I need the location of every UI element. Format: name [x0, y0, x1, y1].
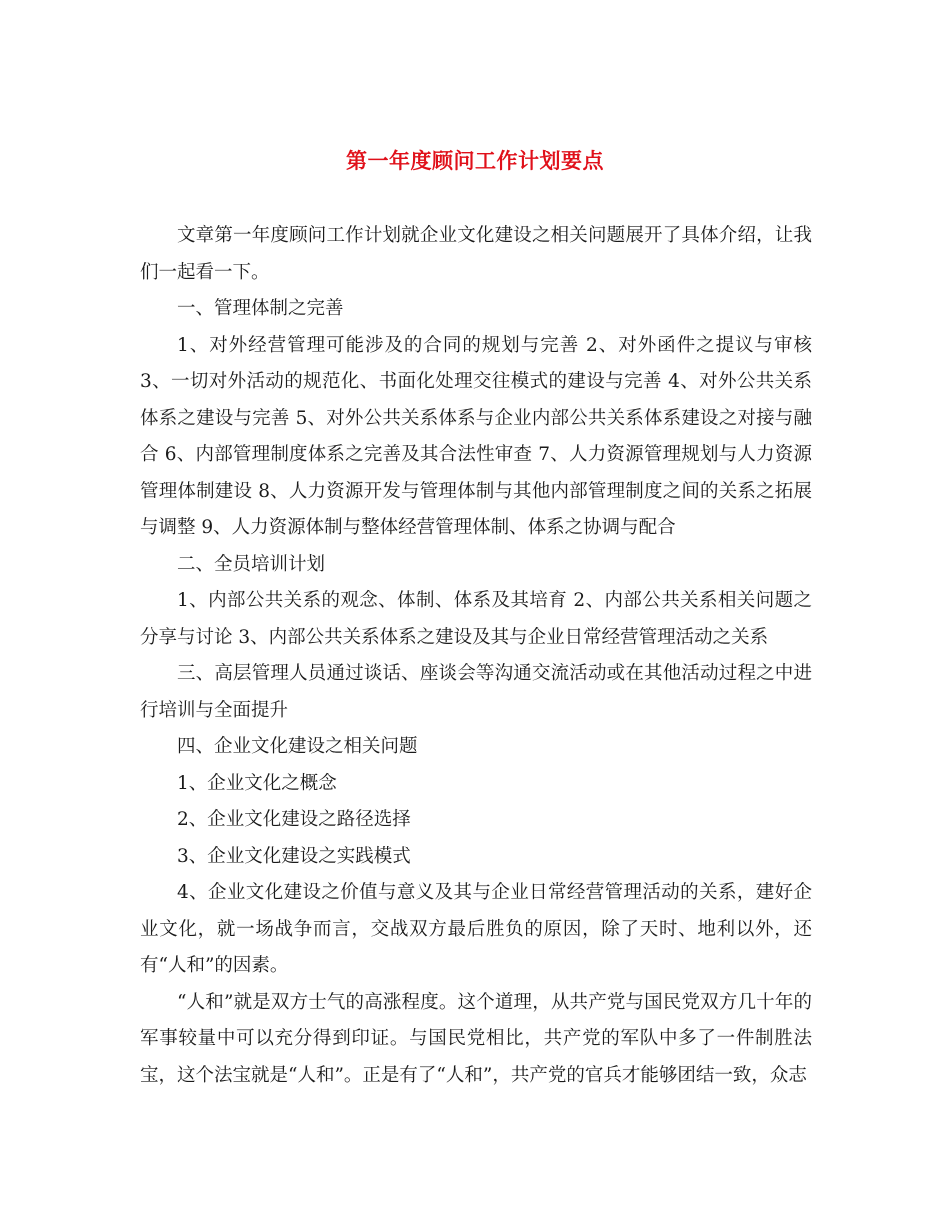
culture-item-4: 4、企业文化建设之价值与意义及其与企业日常经营管理活动的关系，建好企业文化，就一场战争而言，交战双方最后胜负的原因，除了天时、地利以外，还有“人和”的因素。 — [140, 882, 812, 976]
section-heading-management: 一、管理体制之完善 — [177, 298, 344, 319]
training-items-paragraph: 1、内部公共关系的观念、体制、体系及其培育 2、内部公共关系相关问题之分享与讨论 3、内部公共关系体系之建设及其与企业日常经营管理活动之关系 — [140, 590, 812, 648]
culture-item-3: 3、企业文化建设之实践模式 — [177, 845, 411, 867]
document-body — [140, 218, 812, 1094]
intro-paragraph: 文章第一年度顾问工作计划就企业文化建设之相关问题展开了具体介绍，让我们一起看一下。 — [140, 225, 812, 283]
document-title: 第一年度顾问工作计划要点 — [346, 148, 604, 174]
management-items-paragraph: 1、对外经营管理可能涉及的合同的规划与完善 2、对外函件之提议与审核 3、一切对外活动的规范化、书面化处理交往模式的建设与完善 4、对外公共关系体系之建设与完善 5、对外公共关系体系与企业内部公共关系体系建设之对接与融合 6、内部管理制度体系之完善及其合法性审查 7、人力资源管理规划与人力资源管理体制建设 8、人力资源开发与管理体制与其他内部管理制度之间的关系之拓展与调整 9、人力资源体制与整体经营管理体制、体系之协调与配合 — [140, 334, 812, 538]
section-heading-culture: 四、企业文化建设之相关问题 — [177, 736, 418, 757]
section-heading-senior-training: 三、高层管理人员通过谈话、座谈会等沟通交流活动或在其他活动过程之中进行培训与全面提升 — [140, 663, 812, 721]
culture-item-1: 1、企业文化之概念 — [177, 772, 337, 794]
section-heading-training: 二、全员培训计划 — [177, 553, 326, 575]
culture-item-2: 2、企业文化建设之路径选择 — [177, 809, 411, 830]
renhe-paragraph: “人和”就是双方士气的高涨程度。这个道理，从共产党与国民党双方几十年的军事较量中可以充分得到印证。与国民党相比，共产党的军队中多了一件制胜法宝，这个法宝就是“人和”。正是有了“人和”，共产党的官兵才能够团结一致，众志 — [140, 991, 812, 1086]
